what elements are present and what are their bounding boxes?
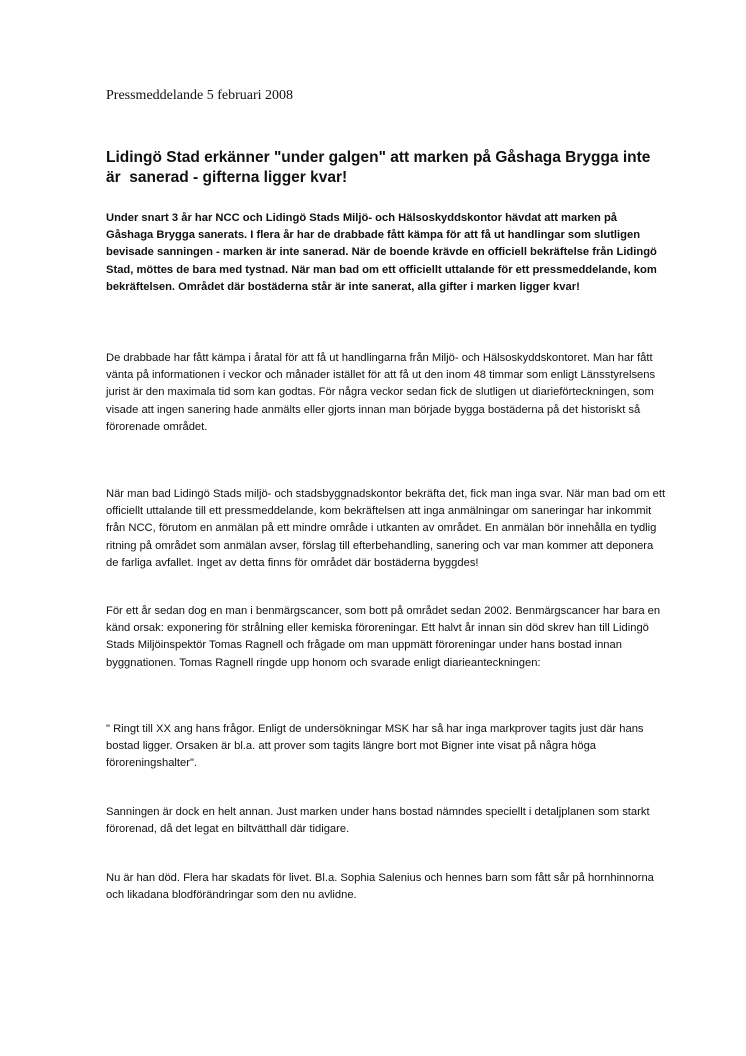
text-line: svarade enligt diarieanteckningen: bbox=[370, 656, 541, 669]
text-line: För ett år sedan dog en man i benmärgscancer, som bott på området sedan bbox=[106, 605, 481, 617]
text-line: och Hälsoskyddskontoret. Man har fått vänta på informationen i veckor och bbox=[106, 352, 653, 382]
text-line: under hans bostad innan byggnationen. Tomas Ragnell ringde upp honom och bbox=[106, 639, 622, 669]
text-line: månader istället för att få ut den inom 48 timmar som enligt Länsstyrelsens bbox=[285, 369, 656, 382]
body-paragraph bbox=[106, 350, 666, 436]
text-line: man inga svar. När man bad om ett officiellt uttalande till ett pressmeddelande, kom bbox=[106, 488, 666, 518]
text-line: hävdat att marken på Gåshaga Brygga sanerats. I flera år har de drabbade bbox=[106, 212, 618, 242]
text-line: När man bad Lidingö Stads miljö- och stadsbyggnadskontor bekräfta det, fick bbox=[106, 488, 488, 500]
text-line: eller gjorts innan man började bygga bostäderna på det historiskt så bbox=[303, 403, 641, 416]
text-line: Lidingö Stad, möttes de bara med tystnad. När man bad om ett officiellt bbox=[106, 246, 657, 276]
text-line: 2002. Benmärgscancer har bara en känd orsak: exponering för strålning eller bbox=[106, 605, 661, 635]
text-line: avlidne. bbox=[318, 889, 357, 902]
headline-line: är sanerad - gifterna ligger kvar! bbox=[106, 169, 348, 186]
body-paragraph bbox=[106, 603, 666, 672]
text-line: står är inte sanerat, alla gifter i marken ligger kvar! bbox=[311, 280, 580, 293]
body-paragraph bbox=[106, 870, 666, 904]
text-line: kemiska föroreningar. Ett halvt år innan sin död skrev han till Lidingö bbox=[311, 622, 649, 635]
text-line: Under snart 3 år har NCC och Lidingö Stads Miljö- och Hälsoskyddskontor bbox=[106, 212, 502, 224]
text-line: inga markprover tagits just där hans bostad ligger. Orsaken är bl.a. att bbox=[106, 723, 644, 753]
text-line: förorenade området. bbox=[106, 420, 208, 433]
body-paragraph bbox=[106, 804, 666, 838]
lead-paragraph bbox=[106, 210, 666, 296]
text-line: fått kämpa för att få ut handlingar som slutligen bevisade sanningen - bbox=[106, 229, 641, 259]
text-line: bekräftelsen att inga anmälningar om saneringar har inkommit från NCC, förutom en anmälan bbox=[106, 505, 652, 535]
text-line: på ett mindre område i utkanten av området. En anmälan bör innehålla en tydlig ritning på bbox=[106, 522, 657, 552]
text-line: slutligen ut diarieförteckningen, som visade att ingen sanering hade anmälts bbox=[106, 386, 654, 416]
headline-line: Lidingö Stad erkänner "under galgen" att marken på Gåshaga Brygga inte bbox=[106, 149, 651, 166]
text-line: deponera de farliga avfallet. Inget av detta finns för området där bostäderna byggdes! bbox=[106, 539, 654, 569]
body-paragraph bbox=[106, 486, 666, 572]
press-release-date: Pressmeddelande 5 februari 2008 bbox=[106, 88, 293, 103]
text-line: speciellt i detaljplanen som starkt förorenad, då det legat en biltvätthall bbox=[106, 806, 650, 836]
text-line: marken är inte sanerad. När de boende krävde en officiell bekräftelse från bbox=[222, 246, 614, 259]
text-line: föroreningshalter". bbox=[106, 757, 198, 770]
text-line: jurist är den maximala tid som kan godtas. För några veckor sedan fick de bbox=[106, 386, 473, 399]
quote-paragraph bbox=[106, 721, 666, 773]
text-line: Stads Miljöinspektör Tomas Ragnell och frågade om man uppmätt föroreningar bbox=[106, 639, 496, 652]
text-line: där tidigare. bbox=[290, 823, 350, 836]
text-line: " Ringt till XX ang hans frågor. Enligt de undersökningar MSK har så har bbox=[106, 723, 463, 735]
text-line: uttalande för ett pressmeddelande, kom bekräftelsen. Området där bostäderna bbox=[106, 263, 657, 293]
headline bbox=[106, 148, 666, 188]
text-line: Nu är han död. Flera har skadats för livet. Bl.a. Sophia Salenius och hennes bbox=[106, 872, 483, 884]
text-line: Sanningen är dock en helt annan. Just marken under hans bostad nämndes bbox=[106, 806, 483, 818]
text-line: området som anmälan avser, förslag till efterbehandling, sanering och var man kommer att bbox=[155, 539, 603, 552]
text-line: barn som fått sår på hornhinnorna och likadana blodförändringar som den nu bbox=[106, 872, 654, 902]
text-line: prover som tagits längre bort mot Bigner inte visat på några höga bbox=[273, 740, 597, 753]
text-line: De drabbade har fått kämpa i åratal för att få ut handlingarna från Miljö- bbox=[106, 352, 459, 364]
